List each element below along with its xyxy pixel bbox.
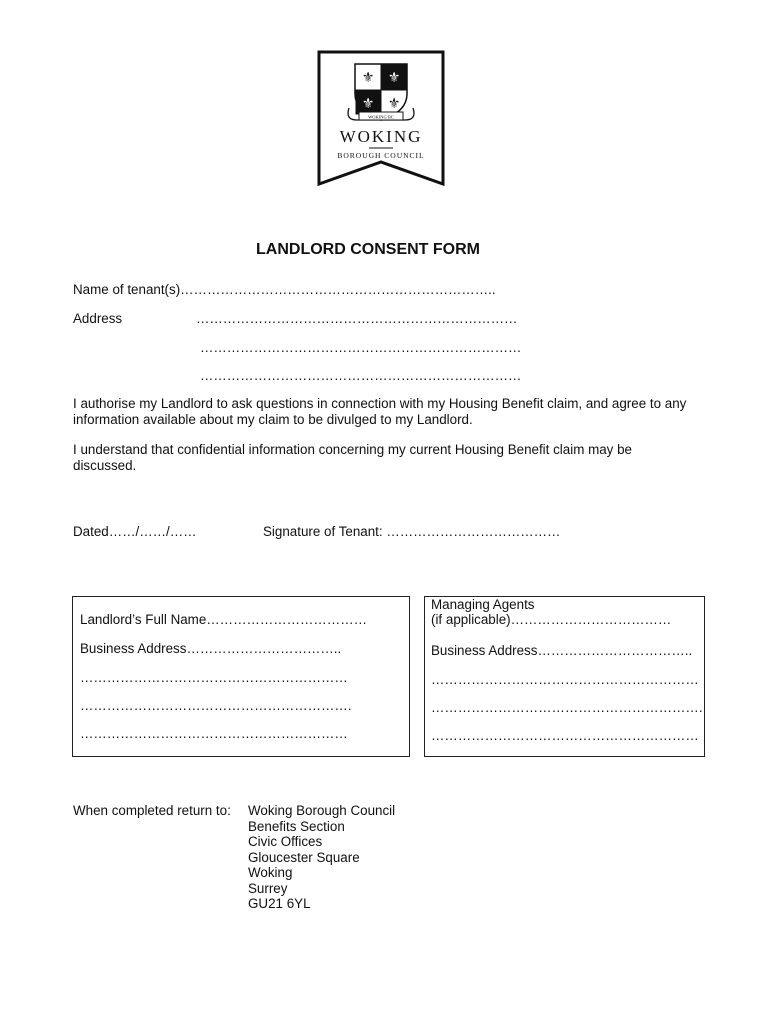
managing-agents-name-field[interactable]: (if applicable)……………………………… [431, 612, 672, 627]
authorisation-paragraph: I authorise my Landlord to ask questions in connection with my Housing Benefit claim, and agree to any information available about my claim to be divulged to my Landlord. [73, 396, 687, 427]
return-address-line: Benefits Section [248, 818, 345, 834]
agent-address-line-2[interactable]: ……………………………………………………. [431, 700, 703, 715]
return-address-line: Woking Borough Council [248, 803, 396, 818]
landlord-address-line-3[interactable]: …………………………………………………… [80, 726, 348, 741]
return-address-line: Gloucester Square [248, 849, 360, 865]
council-logo [317, 50, 445, 188]
svg-text:WOKING: WOKING [339, 127, 423, 146]
svg-text:BOROUGH COUNCIL: BOROUGH COUNCIL [337, 151, 425, 160]
agent-address-line-3[interactable]: …………………………………………………… [431, 728, 699, 743]
svg-text:⚜: ⚜ [387, 95, 401, 111]
address-line-3[interactable]: ……………………………………………………………… [200, 368, 522, 383]
confidentiality-paragraph: I understand that confidential information concerning my current Housing Benefit claim may be discussed. [73, 442, 632, 473]
return-address-line: Surrey [248, 880, 288, 896]
landlord-full-name-field[interactable]: Landlord’s Full Name……………………………… [80, 612, 367, 627]
svg-text:WOKING BC: WOKING BC [368, 114, 394, 120]
svg-text:⚜: ⚜ [361, 95, 375, 111]
tenant-name-field[interactable]: Name of tenant(s)…………………………………………………………….. [73, 282, 496, 297]
landlord-details-box [72, 596, 410, 757]
return-address-line: GU21 6YL [248, 896, 311, 911]
return-label: When completed return to: [73, 803, 231, 818]
council-crest-icon [317, 50, 445, 188]
return-address-line: Woking [248, 865, 293, 880]
date-field[interactable]: Dated……/……/…… [73, 524, 197, 539]
agent-address-line-1[interactable]: …………………………………………………… [431, 672, 699, 687]
svg-text:⚜: ⚜ [387, 69, 401, 85]
landlord-address-line-1[interactable]: …………………………………………………… [80, 670, 348, 685]
landlord-address-line-2[interactable]: ……………………………………………………. [80, 698, 352, 713]
landlord-business-address-field[interactable]: Business Address…………………………….. [80, 641, 342, 656]
agent-business-address-field[interactable]: Business Address…………………………….. [431, 643, 693, 658]
return-address-line: Civic Offices [248, 834, 323, 849]
return-address [248, 803, 395, 912]
address-line-1[interactable]: ……………………………………………………………… [196, 311, 518, 326]
address-line-2[interactable]: ……………………………………………………………… [200, 340, 522, 355]
address-label: Address [73, 311, 123, 326]
managing-agents-box [424, 596, 705, 757]
form-title: LANDLORD CONSENT FORM [256, 241, 480, 258]
managing-agents-heading: Managing Agents [431, 597, 535, 612]
svg-text:⚜: ⚜ [361, 69, 375, 85]
tenant-signature-field[interactable]: Signature of Tenant: ………………………………… [263, 524, 561, 539]
